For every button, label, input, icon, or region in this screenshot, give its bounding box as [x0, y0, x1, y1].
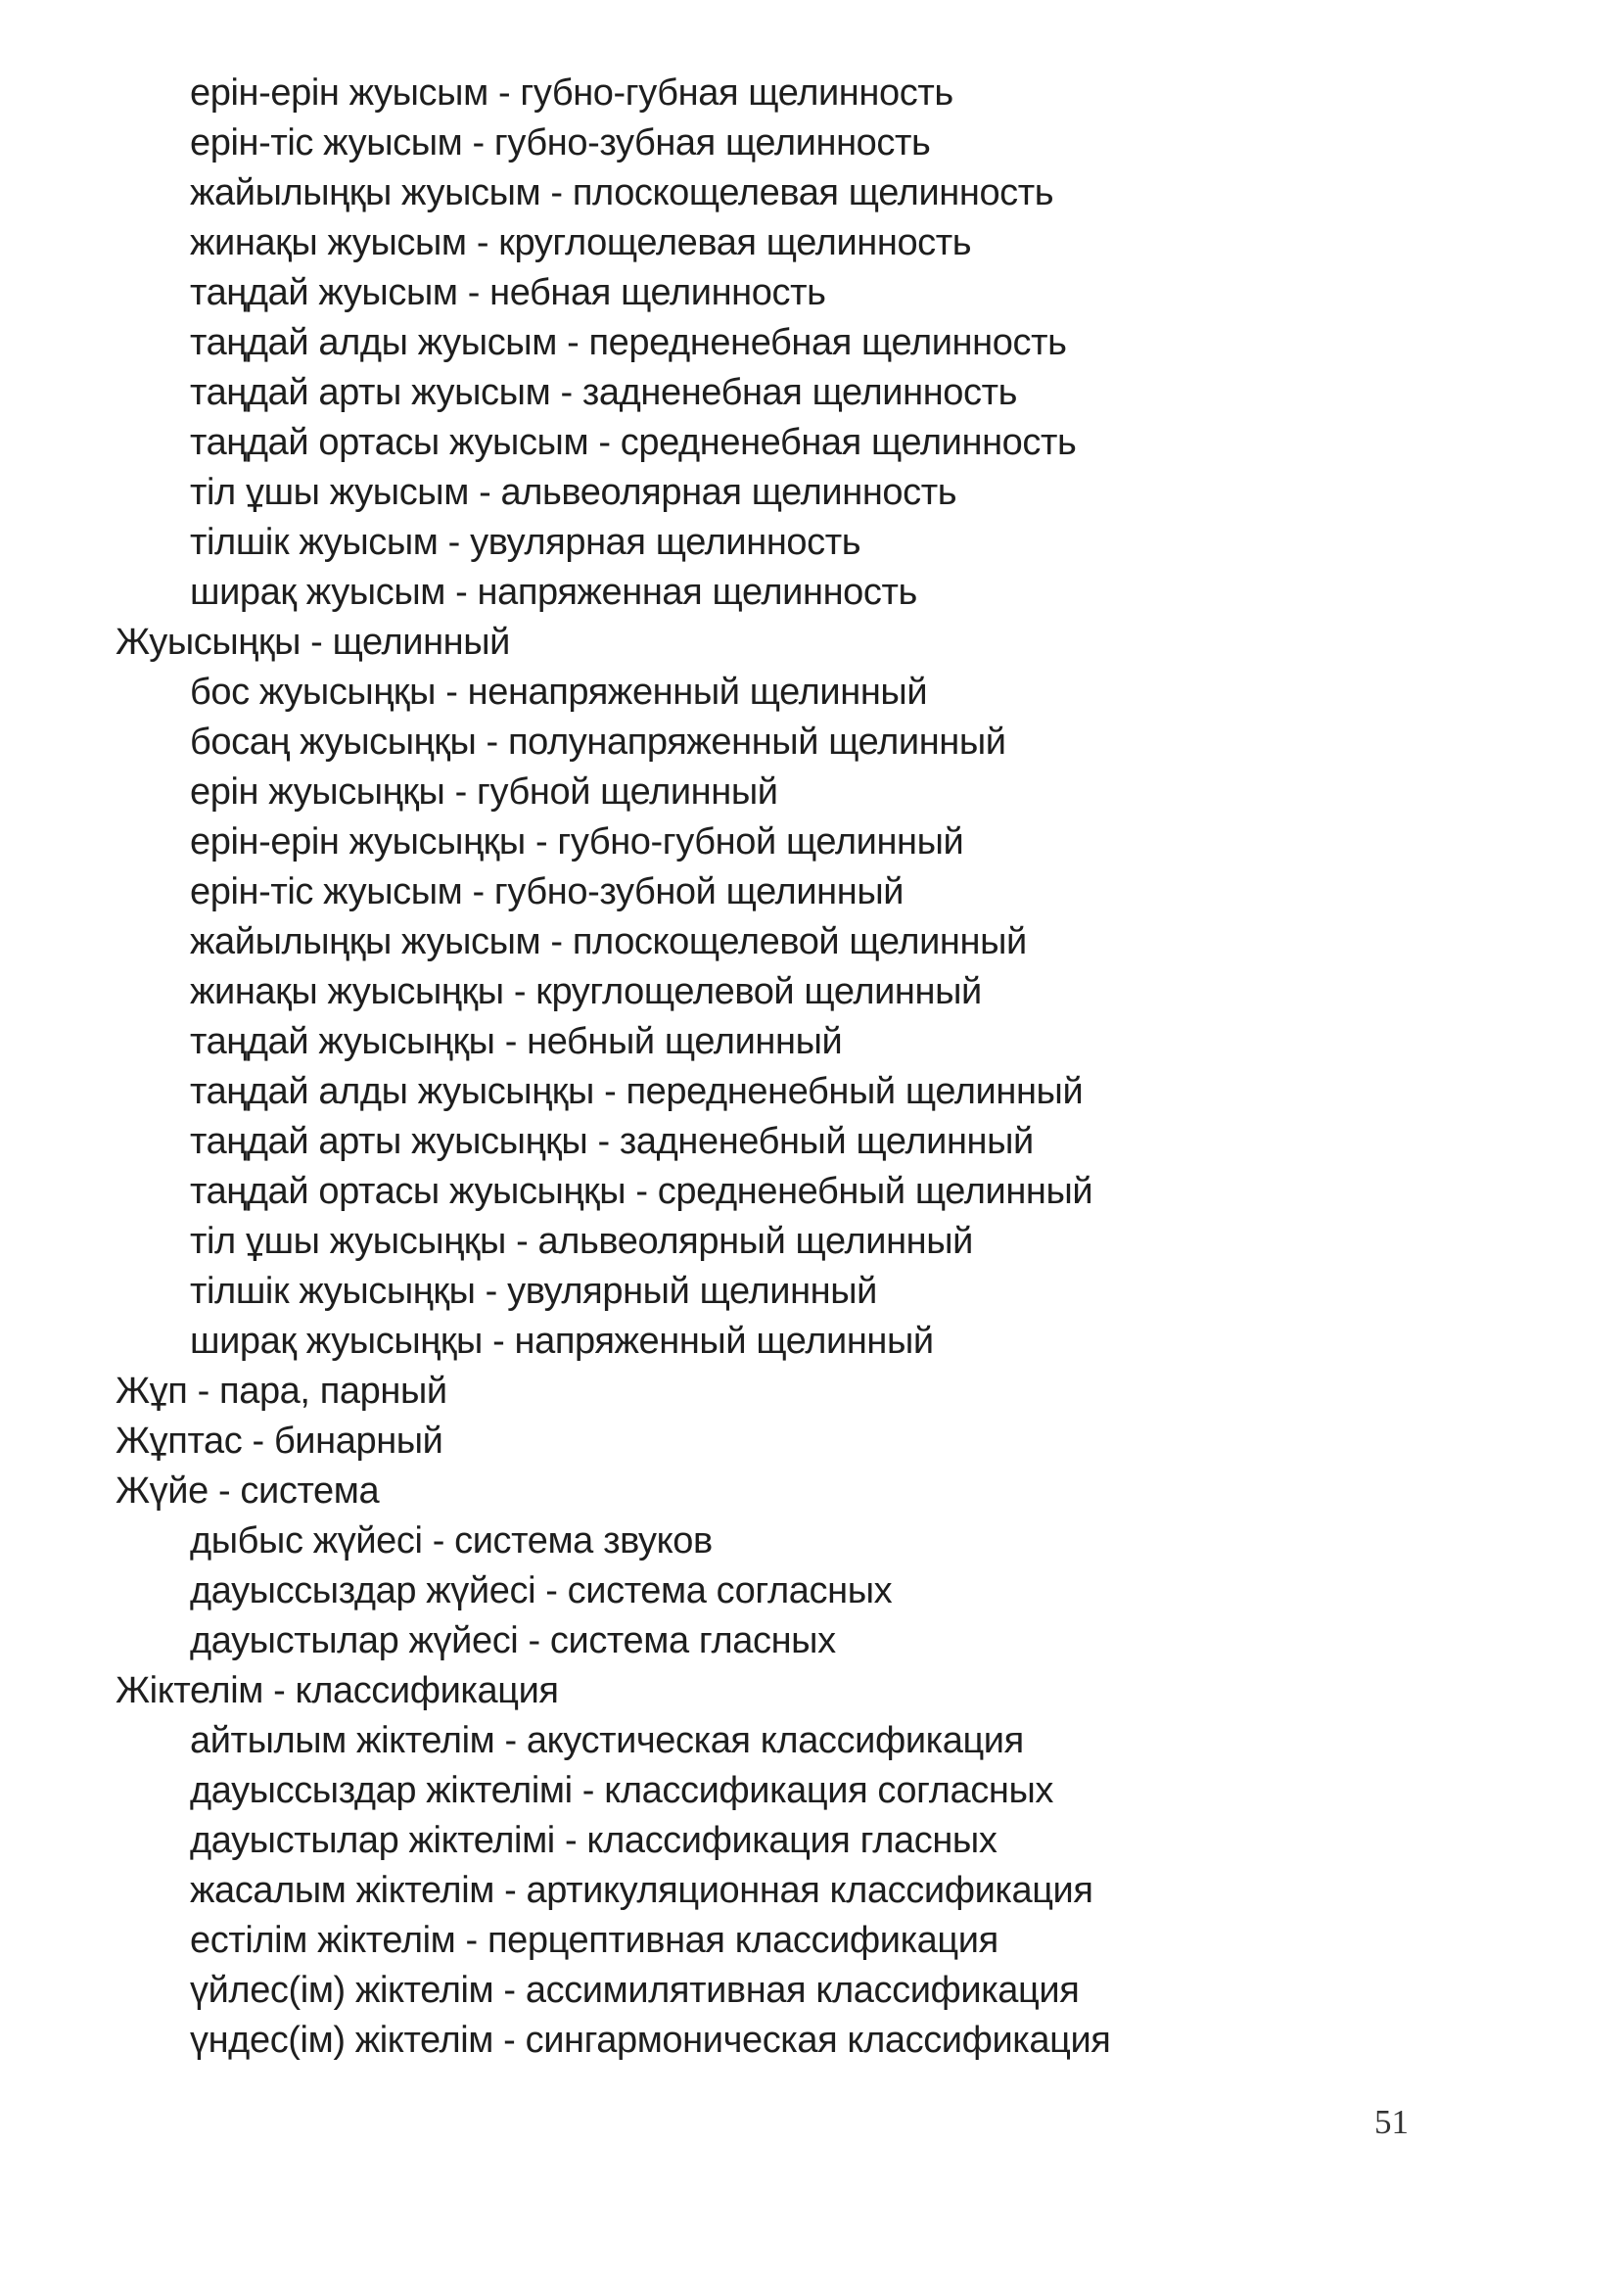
glossary-headword: Жұптас - бинарный	[116, 1421, 443, 1462]
glossary-subentry: дыбыс жүйесі - система звуков	[190, 1520, 713, 1562]
glossary-subentry: ерін-ерін жуысыңқы - губно-губной щелинный	[190, 821, 964, 863]
glossary-headword: Жұп - пара, парный	[116, 1371, 447, 1412]
glossary-subentry: ерін-тіс жуысым - губно-зубная щелинность	[190, 122, 931, 163]
glossary-subentry: жинақы жуысым - круглощелевая щелинность	[190, 222, 972, 263]
glossary-subentry: таңдай ортасы жуысыңқы - средненебный щелинный	[190, 1171, 1093, 1212]
glossary-subentry: ерін-тіс жуысым - губно-зубной щелинный	[190, 871, 905, 912]
glossary-subentry: үйлес(ім) жіктелім - ассимилятивная классификация	[190, 1970, 1080, 2011]
glossary-subentry: ширақ жуысыңқы - напряженный щелинный	[190, 1321, 934, 1362]
glossary-subentry: дауыстылар жүйесі - система гласных	[190, 1620, 836, 1661]
glossary-subentry: босаң жуысыңқы - полунапряженный щелинный	[190, 722, 1006, 763]
glossary-subentry: дауыссыздар жіктелімі - классификация согласных	[190, 1770, 1053, 1811]
glossary-subentry: таңдай арты жуысым - задненебная щелинность	[190, 372, 1018, 413]
glossary-subentry: ерін жуысыңқы - губной щелинный	[190, 771, 778, 813]
page-number: 51	[1374, 2103, 1409, 2141]
glossary-headword: Жіктелім - классификация	[116, 1670, 559, 1711]
glossary-subentry: таңдай жуысыңқы - небный щелинный	[190, 1021, 843, 1062]
glossary-subentry: бос жуысыңқы - ненапряженный щелинный	[190, 672, 928, 713]
glossary-subentry: жинақы жуысыңқы - круглощелевой щелинный	[190, 971, 982, 1012]
glossary-subentry: таңдай жуысым - небная щелинность	[190, 272, 826, 313]
glossary-subentry: айтылым жіктелім - акустическая классификация	[190, 1720, 1024, 1761]
glossary-subentry: таңдай арты жуысыңқы - задненебный щелинный	[190, 1121, 1034, 1162]
glossary-subentry: дауыстылар жіктелімі - классификация гласных	[190, 1820, 998, 1861]
glossary-subentry: таңдай алды жуысым - передненебная щелинность	[190, 322, 1067, 363]
glossary-subentry: таңдай алды жуысыңқы - передненебный щелинный	[190, 1071, 1084, 1112]
glossary-subentry: таңдай ортасы жуысым - средненебная щелинность	[190, 422, 1077, 463]
glossary-subentry: жайылыңқы жуысым - плоскощелевой щелинный	[190, 921, 1027, 962]
glossary-subentry: дауыссыздар жүйесі - система согласных	[190, 1570, 893, 1611]
glossary-subentry: ширақ жуысым - напряженная щелинность	[190, 572, 917, 613]
glossary-subentry: жасалым жіктелім - артикуляционная классификация	[190, 1870, 1093, 1911]
glossary-headword: Жуысыңқы - щелинный	[116, 622, 510, 663]
glossary-subentry: ерін-ерін жуысым - губно-губная щелинность	[190, 72, 953, 114]
glossary-subentry: тілшік жуысыңқы - увулярный щелинный	[190, 1271, 877, 1312]
glossary-subentry: тілшік жуысым - увулярная щелинность	[190, 522, 861, 563]
glossary-subentry: естілім жіктелім - перцептивная классификация	[190, 1920, 998, 1961]
glossary-subentry: тіл ұшы жуысыңқы - альвеолярный щелинный	[190, 1221, 973, 1262]
glossary-subentry: үндес(ім) жіктелім - сингармоническая классификация	[190, 2020, 1111, 2061]
glossary-entries	[116, 69, 1486, 2066]
glossary-subentry: тіл ұшы жуысым - альвеолярная щелинность	[190, 472, 957, 513]
glossary-headword: Жүйе - система	[116, 1470, 380, 1512]
glossary-subentry: жайылыңқы жуысым - плоскощелевая щелинность	[190, 172, 1054, 213]
